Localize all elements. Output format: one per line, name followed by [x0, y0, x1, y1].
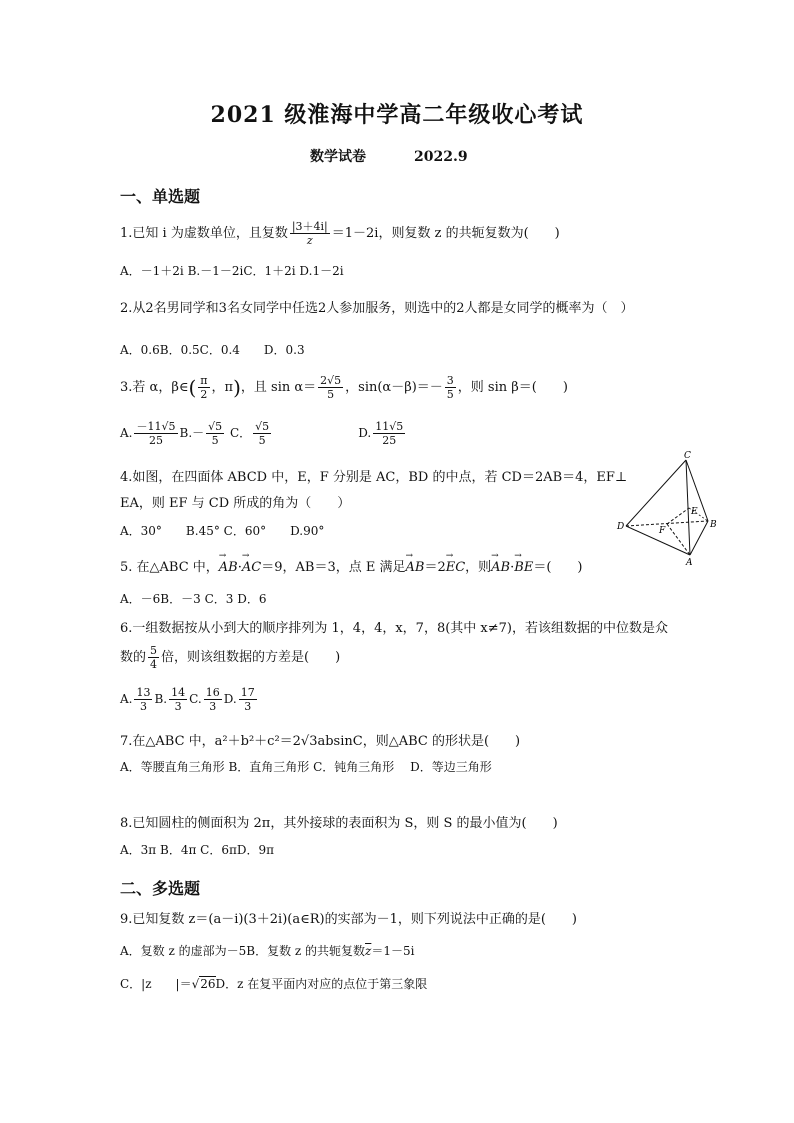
exam-date: 2022.9: [414, 149, 468, 165]
question-6-line-2: [120, 644, 340, 671]
edge-ca: [686, 460, 690, 555]
q3-sin-num: 2√5: [320, 374, 342, 387]
q6-opt-b-den: 3: [174, 700, 182, 713]
question-2: 2.从2名男同学和3名女同学中任选2人参加服务，则选中的2人都是女同学的概率为（ ）: [120, 301, 634, 316]
q6-opt-a-den: 3: [139, 700, 147, 713]
q3-interval-upper: π: [224, 380, 234, 395]
q8-options: A．3π B．4π C．6πD．9π: [120, 843, 275, 857]
q3-opt-c-label: C．: [229, 426, 252, 440]
q6-fraction: [148, 644, 159, 671]
tetrahedron-figure: [612, 448, 722, 570]
label-d: D: [617, 522, 625, 532]
q3-stem: 3.若 α，β∈: [120, 380, 189, 395]
q3-sin-fraction: [318, 374, 343, 401]
edge-cd: [626, 460, 686, 526]
q1-frac-num: |3＋4i|: [291, 220, 328, 233]
q3-opt-b: [206, 420, 224, 447]
q3-opt-d: [373, 420, 405, 447]
q3-pi-den: 2: [200, 388, 208, 401]
q6-frac-num: 5: [150, 644, 158, 657]
q3-opt-b-num: √5: [208, 420, 223, 433]
label-a: A: [686, 558, 693, 568]
q6-opt-b-label: B.: [154, 692, 168, 706]
segment-fa: [667, 524, 690, 555]
q5-eq: ＝2: [424, 560, 446, 575]
question-4-line-1: 4.如图，在四面体 ABCD 中，E，F 分别是 AC，BD 的中点，若 CD＝2AB＝4，EF⊥: [120, 470, 628, 485]
label-f: F: [659, 526, 666, 536]
q5-vec-be: → BE: [514, 560, 533, 575]
q9-opt-ab-text: A．复数 z 的虚部为－5B．复数 z 的共轭复数: [120, 944, 366, 958]
label-c: C: [684, 451, 691, 461]
label-b: B: [710, 520, 717, 530]
q3-opt-a-label: A.: [120, 426, 133, 440]
q6-opt-a-label: A.: [120, 692, 133, 706]
q6-opt-d-label: D.: [223, 692, 237, 706]
q3-opt-d-label: D.: [358, 426, 372, 440]
question-9: 9.已知复数 z＝(a－i)(3＋2i)(a∈R)的实部为－1，则下列说法中正确的是( ): [120, 912, 577, 927]
q3-opt-d-num: 11√5: [375, 420, 404, 433]
q3-opt-c-den: 5: [258, 434, 266, 447]
q6-stem-end: 倍，则该组数据的方差是( ): [161, 650, 341, 665]
q5-vec-ab-3: → AB: [491, 560, 510, 575]
q6-opt-c: [204, 686, 222, 713]
q3-stem-end: ，则 sin β＝( ): [457, 380, 568, 395]
q6-opt-d: [239, 686, 257, 713]
q1-stem-end: ＝1－2i，则复数 z 的共轭复数为( ): [331, 226, 560, 241]
exam-title: 2021 级淮海中学高二年级收心考试: [210, 102, 584, 128]
label-e: E: [691, 507, 698, 517]
q3-interval-lower: [198, 374, 209, 401]
section-single-choice: 一、单选题: [120, 187, 201, 206]
q3-diff-num: 3: [446, 374, 454, 387]
exam-subtitle: [310, 146, 468, 166]
q3-options: [120, 420, 407, 447]
q6-options: [120, 686, 259, 713]
q6-opt-d-den: 3: [244, 700, 252, 713]
q9-conjugate-z: $\overline{z}$: [365, 944, 372, 958]
q3-opt-b-label: B.－: [179, 426, 205, 440]
edge-da: [626, 526, 690, 555]
question-6-line-1: 6.一组数据按从小到大的顺序排列为 1，4，4，x，7，8(其中 x≠7)，若该组数据的中位数是众: [120, 621, 668, 636]
q6-opt-d-num: 17: [240, 686, 255, 699]
q3-pi-num: π: [200, 374, 208, 387]
q3-opt-c-num: √5: [255, 420, 270, 433]
q5-options: A．－6B．－3 C．3 D．6: [120, 592, 267, 606]
question-8: 8.已知圆柱的侧面积为 2π，其外接球的表面积为 S，则 S 的最小值为( ): [120, 816, 558, 831]
q9-opt-c-sqrt: 26: [200, 977, 216, 991]
q3-opt-c: [253, 420, 271, 447]
q6-opt-c-den: 3: [209, 700, 217, 713]
q6-opt-b-num: 14: [171, 686, 186, 699]
q4-options: A．30° B.45° C．60° D.90°: [120, 524, 325, 538]
q3-opt-d-den: 25: [382, 434, 397, 447]
q3-opt-a-num: －11√5: [136, 420, 176, 433]
q5-stem: 5. 在△ABC 中，: [120, 560, 219, 575]
q1-stem: 1.已知 i 为虚数单位，且复数: [120, 226, 288, 241]
q5-stem-end: ＝( ): [533, 560, 583, 575]
q5-vec-ec: → EC: [446, 560, 465, 575]
subject-label: 数学试卷: [310, 149, 366, 165]
q3-opt-a: [134, 420, 177, 447]
q7-options: A．等腰直角三角形 B．直角三角形 C．钝角三角形 D．等边三角形: [120, 760, 492, 774]
q2-options: A．0.6B．0.5C．0.4 D．0.3: [120, 343, 305, 357]
q3-opt-b-den: 5: [211, 434, 219, 447]
q9-opt-c-text: C．|z |＝: [120, 977, 192, 991]
q9-opt-d-text: D．z 在复平面内对应的点位于第三象限: [215, 977, 428, 991]
q5-mid: ＝9，AB＝3，点 E 满足: [261, 560, 406, 575]
q1-fraction: [290, 220, 330, 247]
q1-options: A．－1＋2i B.－1－2iC．1＋2i D.1－2i: [120, 264, 344, 278]
q3-diff-fraction: [445, 374, 456, 401]
q5-then: ，则: [465, 560, 492, 575]
q3-diff-den: 5: [446, 388, 454, 401]
q5-vec-ab: → AB: [219, 560, 238, 575]
q5-dot: ·: [237, 560, 242, 575]
question-7: 7.在△ABC 中，a²＋b²＋c²＝2√3absinC，则△ABC 的形状是( ): [120, 734, 521, 749]
q6-stem: 数的: [120, 650, 147, 665]
q3-sin-diff: ，sin(α－β)＝－: [345, 380, 443, 395]
q3-opt-a-den: 25: [148, 434, 163, 447]
section-multi-choice: 二、多选题: [120, 879, 201, 898]
q6-opt-c-label: C.: [189, 692, 202, 706]
q9-options-cd: C．|z |＝√26D．z 在复平面内对应的点位于第三象限: [120, 977, 428, 991]
question-5: [120, 556, 582, 575]
q5-vec-ab-2: → AB: [405, 560, 424, 575]
q6-opt-c-num: 16: [205, 686, 220, 699]
q5-dot-2: ·: [510, 560, 515, 575]
q3-sin-den: 5: [327, 388, 335, 401]
q6-opt-a-num: 13: [136, 686, 151, 699]
question-4-line-2: EA，则 EF 与 CD 所成的角为（ ）: [120, 496, 351, 511]
question-1: [120, 220, 560, 247]
q9-opt-b-value: ＝1－5i: [371, 944, 415, 958]
question-3: 3.若 α，β∈( $\frac{\pi}{2}$ ，π)，且 sin α＝ $\frac{2√5}{5}$ ，sin(α－β)＝－ $\frac{3}{5}$ ，则 sin β＝( ): [120, 374, 568, 401]
q1-frac-den: z: [306, 234, 313, 247]
edge-ba: [690, 521, 708, 555]
q6-opt-a: [134, 686, 152, 713]
segment-fe: [667, 508, 689, 524]
q5-vec-ac: → AC: [242, 560, 261, 575]
q6-opt-b: [169, 686, 187, 713]
q9-options-ab: [120, 942, 414, 959]
q3-sin-alpha: ，且 sin α＝: [240, 380, 317, 395]
q6-frac-den: 4: [150, 658, 158, 671]
